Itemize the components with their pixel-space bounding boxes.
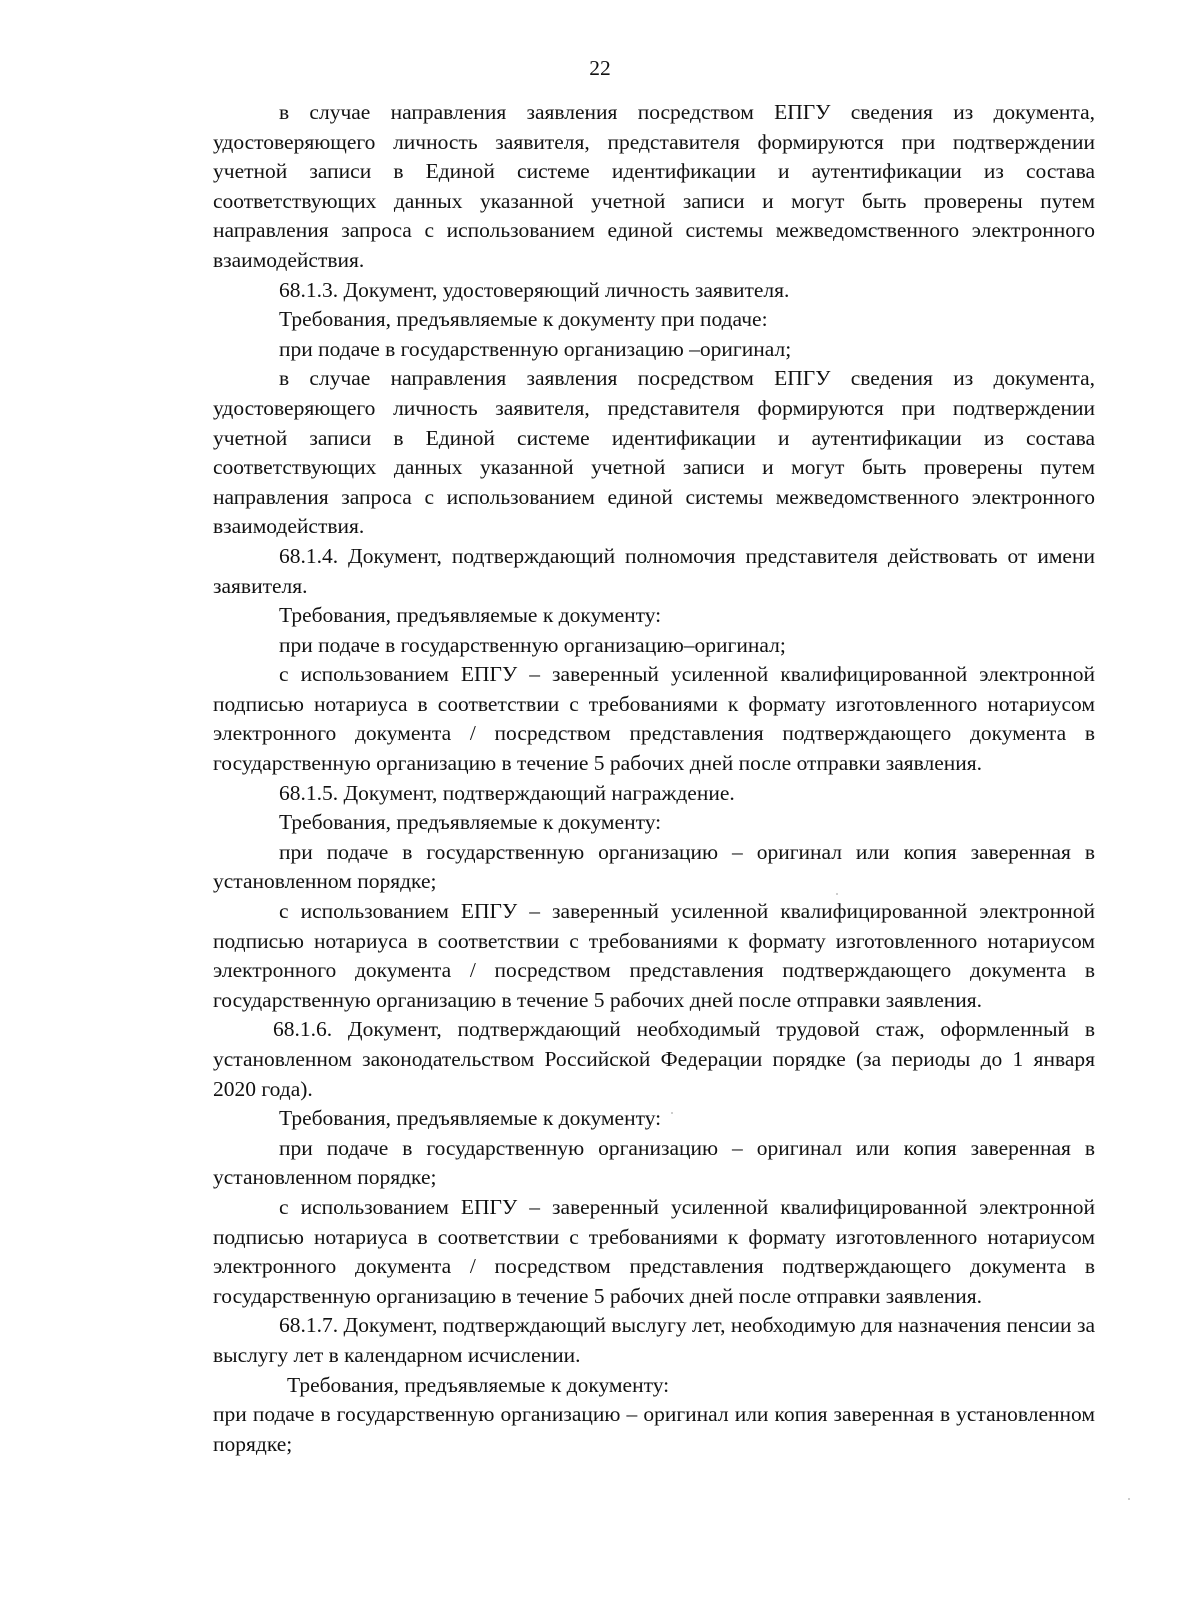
paragraph-epgu-notary-68-1-4: с использованием ЕПГУ – заверенный усиленной квалифицированной электронной подписью нотариуса в соответствии с требованиями к формату изготовленного нотариусом электронного документа / посредством представления подтверждающего документа в государственную организацию в течение 5 рабочих дней после отправки заявления. (213, 662, 1095, 776)
paragraph-original-copy-68-1-7: при подаче в государственную организацию – оригинал или копия заверенная в установленном порядке; (213, 1402, 1095, 1456)
paragraph-epgu-notary-68-1-5: с использованием ЕПГУ – заверенный усиленной квалифицированной электронной подписью нотариуса в соответствии с требованиями к формату изготовленного нотариусом электронного документа / посредством представления подтверждающего документа в государственную организацию в течение 5 рабочих дней после отправки заявления. (213, 899, 1095, 1012)
paragraph-original-copy-68-1-5: при подаче в государственную организацию – оригинал или копия заверенная в установленном порядке; (213, 839, 1095, 894)
paragraph-original-68-1-4: при подаче в государственную организацию–оригинал; (279, 632, 786, 657)
paragraph-epgu-identity-2: в случае направления заявления посредством ЕПГУ сведения из документа, удостоверяющего личность заявителя, представителя формируются при подтверждении учетной записи в Единой системе идентификации и аутентификации из состава соответствующих данных указанной учетной записи и могут быть проверены путем направления запроса с использованием единой системы межведомственного электронного взаимодействия. (213, 366, 1095, 539)
paragraph-requirements-68-1-4: Требования, предъявляемые к документу: (279, 603, 662, 628)
scan-speck (671, 1112, 673, 1114)
paragraph-section-68-1-5: 68.1.5. Документ, подтверждающий награждение. (279, 780, 735, 805)
paragraph-epgu-notary-68-1-6: с использованием ЕПГУ – заверенный усиленной квалифицированной электронной подписью нотариуса в соответствии с требованиями к формату изготовленного нотариусом электронного документа / посредством представления подтверждающего документа в государственную организацию в течение 5 рабочих дней после отправки заявления. (213, 1194, 1095, 1308)
paragraph-requirements-68-1-5: Требования, предъявляемые к документу: (279, 810, 662, 835)
paragraph-epgu-identity-1: в случае направления заявления посредством ЕПГУ сведения из документа, удостоверяющего личность заявителя, представителя формируются при подтверждении учетной записи в Единой системе идентификации и аутентификации из состава соответствующих данных указанной учетной записи и могут быть проверены путем направления запроса с использованием единой системы межведомственного электронного взаимодействия. (213, 100, 1095, 272)
document-body (213, 98, 1095, 1459)
paragraph-requirements-68-1-3: Требования, предъявляемые к документу при подаче: (279, 307, 768, 332)
paragraph-section-68-1-6: 68.1.6. Документ, подтверждающий необходимый трудовой стаж, оформленный в установленном законодательством Российской Федерации порядке (за периоды до 1 января 2020 года). (213, 1017, 1095, 1101)
paragraph-original-copy-68-1-6: при подаче в государственную организацию – оригинал или копия заверенная в установленном порядке; (213, 1135, 1095, 1190)
scan-speck (1128, 1498, 1130, 1500)
page-number: 22 (589, 56, 611, 80)
paragraph-requirements-68-1-6: Требования, предъявляемые к документу: (279, 1106, 662, 1131)
paragraph-section-68-1-3: 68.1.3. Документ, удостоверяющий личность заявителя. (279, 277, 790, 302)
paragraph-section-68-1-7: 68.1.7. Документ, подтверждающий выслугу лет, необходимую для назначения пенсии за выслугу лет в календарном исчислении. (213, 1313, 1095, 1367)
paragraph-original-68-1-3: при подаче в государственную организацию –оригинал; (279, 336, 792, 361)
scan-speck (836, 893, 838, 895)
paragraph-requirements-68-1-7: Требования, предъявляемые к документу: (287, 1372, 670, 1397)
paragraph-section-68-1-4: 68.1.4. Документ, подтверждающий полномочия представителя действовать от имени заявителя. (213, 543, 1095, 598)
